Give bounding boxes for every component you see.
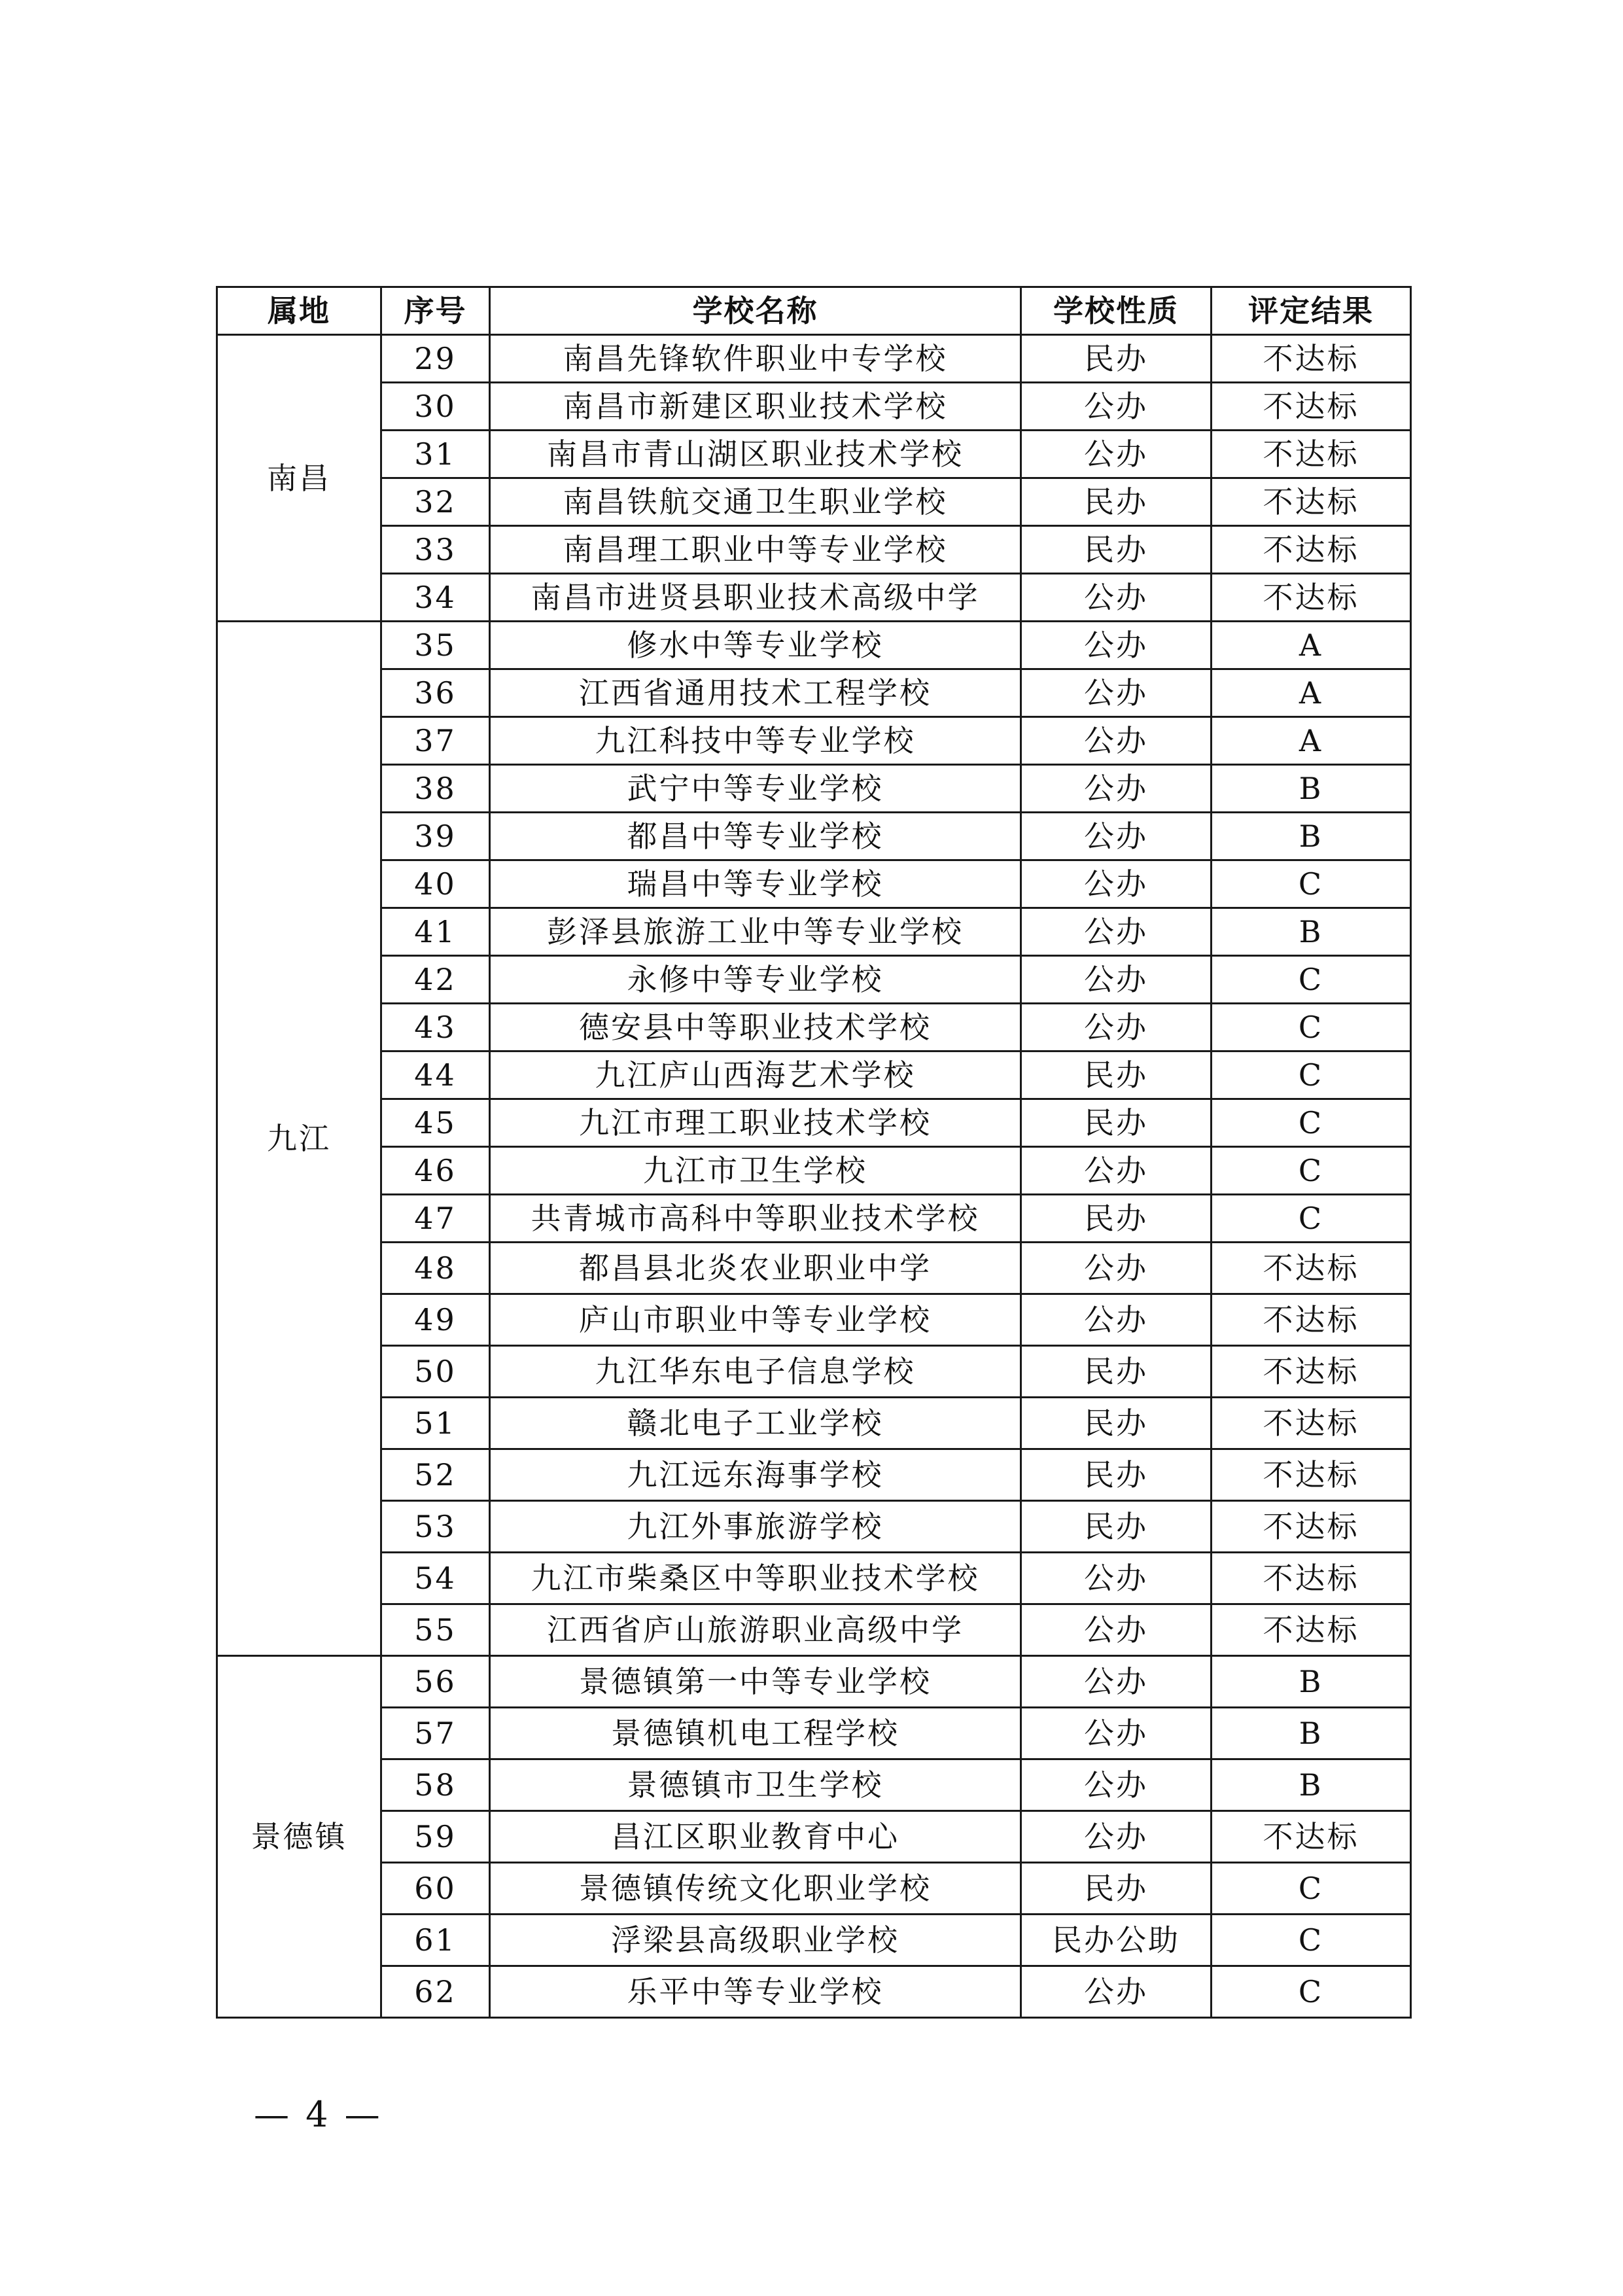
school-name-cell: 南昌理工职业中等专业学校: [490, 526, 1021, 574]
number-cell: 46: [381, 1147, 490, 1195]
table-row: [217, 1051, 1411, 1099]
result-cell: C: [1212, 1004, 1411, 1051]
result-cell: 不达标: [1212, 1811, 1411, 1863]
school-name-cell: 武宁中等专业学校: [490, 765, 1021, 813]
number-cell: 49: [381, 1294, 490, 1346]
school-type-cell: 公办: [1021, 1147, 1212, 1195]
school-type-cell: 公办: [1021, 1759, 1212, 1811]
school-name-cell: 庐山市职业中等专业学校: [490, 1294, 1021, 1346]
number-cell: 35: [381, 622, 490, 669]
school-type-cell: 公办: [1021, 765, 1212, 813]
result-cell: 不达标: [1212, 1243, 1411, 1294]
school-name-cell: 永修中等专业学校: [490, 956, 1021, 1004]
number-cell: 52: [381, 1449, 490, 1501]
number-cell: 47: [381, 1195, 490, 1243]
school-name-cell: 九江庐山西海艺术学校: [490, 1051, 1021, 1099]
table-row: [217, 526, 1411, 574]
result-cell: B: [1212, 908, 1411, 956]
result-cell: C: [1212, 956, 1411, 1004]
result-cell: 不达标: [1212, 1346, 1411, 1398]
school-type-cell: 公办: [1021, 669, 1212, 717]
table-row: [217, 1966, 1411, 2018]
number-cell: 51: [381, 1398, 490, 1449]
number-cell: 31: [381, 431, 490, 478]
number-cell: 45: [381, 1099, 490, 1147]
table-row: [217, 335, 1411, 383]
school-name-cell: 共青城市高科中等职业技术学校: [490, 1195, 1021, 1243]
result-cell: C: [1212, 1195, 1411, 1243]
result-cell: B: [1212, 1759, 1411, 1811]
number-cell: 29: [381, 335, 490, 383]
table-row: [217, 1811, 1411, 1863]
school-type-cell: 公办: [1021, 1966, 1212, 2018]
school-type-cell: 公办: [1021, 383, 1212, 431]
result-cell: 不达标: [1212, 1501, 1411, 1553]
number-cell: 41: [381, 908, 490, 956]
school-name-cell: 南昌市进贤县职业技术高级中学: [490, 574, 1021, 622]
table-row: [217, 1243, 1411, 1294]
school-name-cell: 九江远东海事学校: [490, 1449, 1021, 1501]
table-row: [217, 908, 1411, 956]
table-row: [217, 1553, 1411, 1604]
school-type-cell: 民办: [1021, 1501, 1212, 1553]
result-cell: B: [1212, 1656, 1411, 1708]
number-cell: 32: [381, 478, 490, 526]
school-type-cell: 民办: [1021, 1398, 1212, 1449]
school-name-cell: 江西省通用技术工程学校: [490, 669, 1021, 717]
header-region: 属地: [217, 287, 381, 335]
number-cell: 57: [381, 1708, 490, 1759]
number-cell: 43: [381, 1004, 490, 1051]
school-name-cell: 南昌市新建区职业技术学校: [490, 383, 1021, 431]
school-name-cell: 浮梁县高级职业学校: [490, 1915, 1021, 1966]
result-cell: 不达标: [1212, 526, 1411, 574]
school-type-cell: 民办: [1021, 1195, 1212, 1243]
number-cell: 37: [381, 717, 490, 765]
school-type-cell: 民办: [1021, 526, 1212, 574]
table-row: [217, 1147, 1411, 1195]
number-cell: 54: [381, 1553, 490, 1604]
table-row: [217, 478, 1411, 526]
school-type-cell: 民办: [1021, 335, 1212, 383]
table-row: [217, 622, 1411, 669]
result-cell: A: [1212, 717, 1411, 765]
header-number: 序号: [381, 287, 490, 335]
school-name-cell: 南昌先锋软件职业中专学校: [490, 335, 1021, 383]
result-cell: C: [1212, 1966, 1411, 2018]
result-cell: 不达标: [1212, 574, 1411, 622]
school-type-cell: 民办: [1021, 1863, 1212, 1915]
number-cell: 33: [381, 526, 490, 574]
table-row: [217, 1604, 1411, 1656]
school-name-cell: 赣北电子工业学校: [490, 1398, 1021, 1449]
school-name-cell: 九江科技中等专业学校: [490, 717, 1021, 765]
result-cell: 不达标: [1212, 335, 1411, 383]
table-row: [217, 1398, 1411, 1449]
school-name-cell: 九江外事旅游学校: [490, 1501, 1021, 1553]
school-type-cell: 民办公助: [1021, 1915, 1212, 1966]
number-cell: 34: [381, 574, 490, 622]
school-name-cell: 江西省庐山旅游职业高级中学: [490, 1604, 1021, 1656]
school-type-cell: 公办: [1021, 860, 1212, 908]
school-type-cell: 公办: [1021, 622, 1212, 669]
number-cell: 55: [381, 1604, 490, 1656]
school-type-cell: 公办: [1021, 908, 1212, 956]
school-name-cell: 景德镇机电工程学校: [490, 1708, 1021, 1759]
result-cell: C: [1212, 1915, 1411, 1966]
number-cell: 36: [381, 669, 490, 717]
school-type-cell: 民办: [1021, 1051, 1212, 1099]
school-type-cell: 公办: [1021, 1294, 1212, 1346]
number-cell: 42: [381, 956, 490, 1004]
number-cell: 58: [381, 1759, 490, 1811]
school-type-cell: 公办: [1021, 431, 1212, 478]
table-row: [217, 1294, 1411, 1346]
result-cell: A: [1212, 622, 1411, 669]
header-school-name: 学校名称: [490, 287, 1021, 335]
number-cell: 30: [381, 383, 490, 431]
school-name-cell: 九江华东电子信息学校: [490, 1346, 1021, 1398]
number-cell: 53: [381, 1501, 490, 1553]
result-cell: 不达标: [1212, 431, 1411, 478]
result-cell: C: [1212, 1099, 1411, 1147]
table-row: [217, 1501, 1411, 1553]
page-number: — 4 —: [254, 2094, 383, 2135]
school-type-cell: 公办: [1021, 1553, 1212, 1604]
number-cell: 39: [381, 813, 490, 860]
school-name-cell: 景德镇第一中等专业学校: [490, 1656, 1021, 1708]
school-type-cell: 公办: [1021, 813, 1212, 860]
result-cell: 不达标: [1212, 1398, 1411, 1449]
table-row: [217, 1195, 1411, 1243]
table-row: [217, 574, 1411, 622]
table-row: [217, 431, 1411, 478]
school-type-cell: 公办: [1021, 574, 1212, 622]
school-name-cell: 修水中等专业学校: [490, 622, 1021, 669]
result-cell: C: [1212, 860, 1411, 908]
number-cell: 60: [381, 1863, 490, 1915]
school-name-cell: 都昌县北炎农业职业中学: [490, 1243, 1021, 1294]
school-type-cell: 公办: [1021, 717, 1212, 765]
result-cell: B: [1212, 813, 1411, 860]
header-school-type: 学校性质: [1021, 287, 1212, 335]
number-cell: 40: [381, 860, 490, 908]
result-cell: 不达标: [1212, 1294, 1411, 1346]
table-row: [217, 1863, 1411, 1915]
table-header-row: [217, 287, 1411, 335]
table-row: [217, 813, 1411, 860]
region-cell: 南昌: [217, 335, 381, 622]
table-row: [217, 1708, 1411, 1759]
result-cell: B: [1212, 765, 1411, 813]
table-row: [217, 383, 1411, 431]
school-type-cell: 公办: [1021, 1811, 1212, 1863]
school-name-cell: 都昌中等专业学校: [490, 813, 1021, 860]
table-row: [217, 1346, 1411, 1398]
school-type-cell: 公办: [1021, 1243, 1212, 1294]
header-result: 评定结果: [1212, 287, 1411, 335]
table-row: [217, 1099, 1411, 1147]
result-cell: B: [1212, 1708, 1411, 1759]
school-type-cell: 公办: [1021, 1004, 1212, 1051]
result-cell: C: [1212, 1147, 1411, 1195]
number-cell: 56: [381, 1656, 490, 1708]
school-type-cell: 公办: [1021, 956, 1212, 1004]
result-cell: 不达标: [1212, 1449, 1411, 1501]
table-row: [217, 1656, 1411, 1708]
school-type-cell: 公办: [1021, 1604, 1212, 1656]
school-name-cell: 南昌铁航交通卫生职业学校: [490, 478, 1021, 526]
result-cell: 不达标: [1212, 1604, 1411, 1656]
table-body: [217, 335, 1411, 2018]
result-cell: 不达标: [1212, 383, 1411, 431]
result-cell: 不达标: [1212, 1553, 1411, 1604]
school-evaluation-table: [216, 286, 1412, 2019]
school-name-cell: 彭泽县旅游工业中等专业学校: [490, 908, 1021, 956]
school-name-cell: 乐平中等专业学校: [490, 1966, 1021, 2018]
number-cell: 44: [381, 1051, 490, 1099]
result-cell: C: [1212, 1051, 1411, 1099]
table-row: [217, 1004, 1411, 1051]
school-type-cell: 公办: [1021, 1708, 1212, 1759]
table-row: [217, 765, 1411, 813]
region-cell: 景德镇: [217, 1656, 381, 2018]
number-cell: 48: [381, 1243, 490, 1294]
result-cell: A: [1212, 669, 1411, 717]
school-name-cell: 瑞昌中等专业学校: [490, 860, 1021, 908]
school-name-cell: 景德镇传统文化职业学校: [490, 1863, 1021, 1915]
school-name-cell: 德安县中等职业技术学校: [490, 1004, 1021, 1051]
table-row: [217, 1759, 1411, 1811]
school-type-cell: 民办: [1021, 1449, 1212, 1501]
result-cell: C: [1212, 1863, 1411, 1915]
result-cell: 不达标: [1212, 478, 1411, 526]
table-row: [217, 669, 1411, 717]
school-type-cell: 民办: [1021, 1346, 1212, 1398]
number-cell: 59: [381, 1811, 490, 1863]
school-type-cell: 民办: [1021, 1099, 1212, 1147]
table-row: [217, 956, 1411, 1004]
number-cell: 61: [381, 1915, 490, 1966]
school-name-cell: 九江市理工职业技术学校: [490, 1099, 1021, 1147]
number-cell: 38: [381, 765, 490, 813]
school-name-cell: 景德镇市卫生学校: [490, 1759, 1021, 1811]
school-name-cell: 昌江区职业教育中心: [490, 1811, 1021, 1863]
number-cell: 50: [381, 1346, 490, 1398]
school-name-cell: 南昌市青山湖区职业技术学校: [490, 431, 1021, 478]
school-name-cell: 九江市卫生学校: [490, 1147, 1021, 1195]
table-row: [217, 1915, 1411, 1966]
table-row: [217, 860, 1411, 908]
number-cell: 62: [381, 1966, 490, 2018]
school-name-cell: 九江市柴桑区中等职业技术学校: [490, 1553, 1021, 1604]
table-row: [217, 1449, 1411, 1501]
table-row: [217, 717, 1411, 765]
school-type-cell: 公办: [1021, 1656, 1212, 1708]
region-cell: 九江: [217, 622, 381, 1656]
school-type-cell: 民办: [1021, 478, 1212, 526]
